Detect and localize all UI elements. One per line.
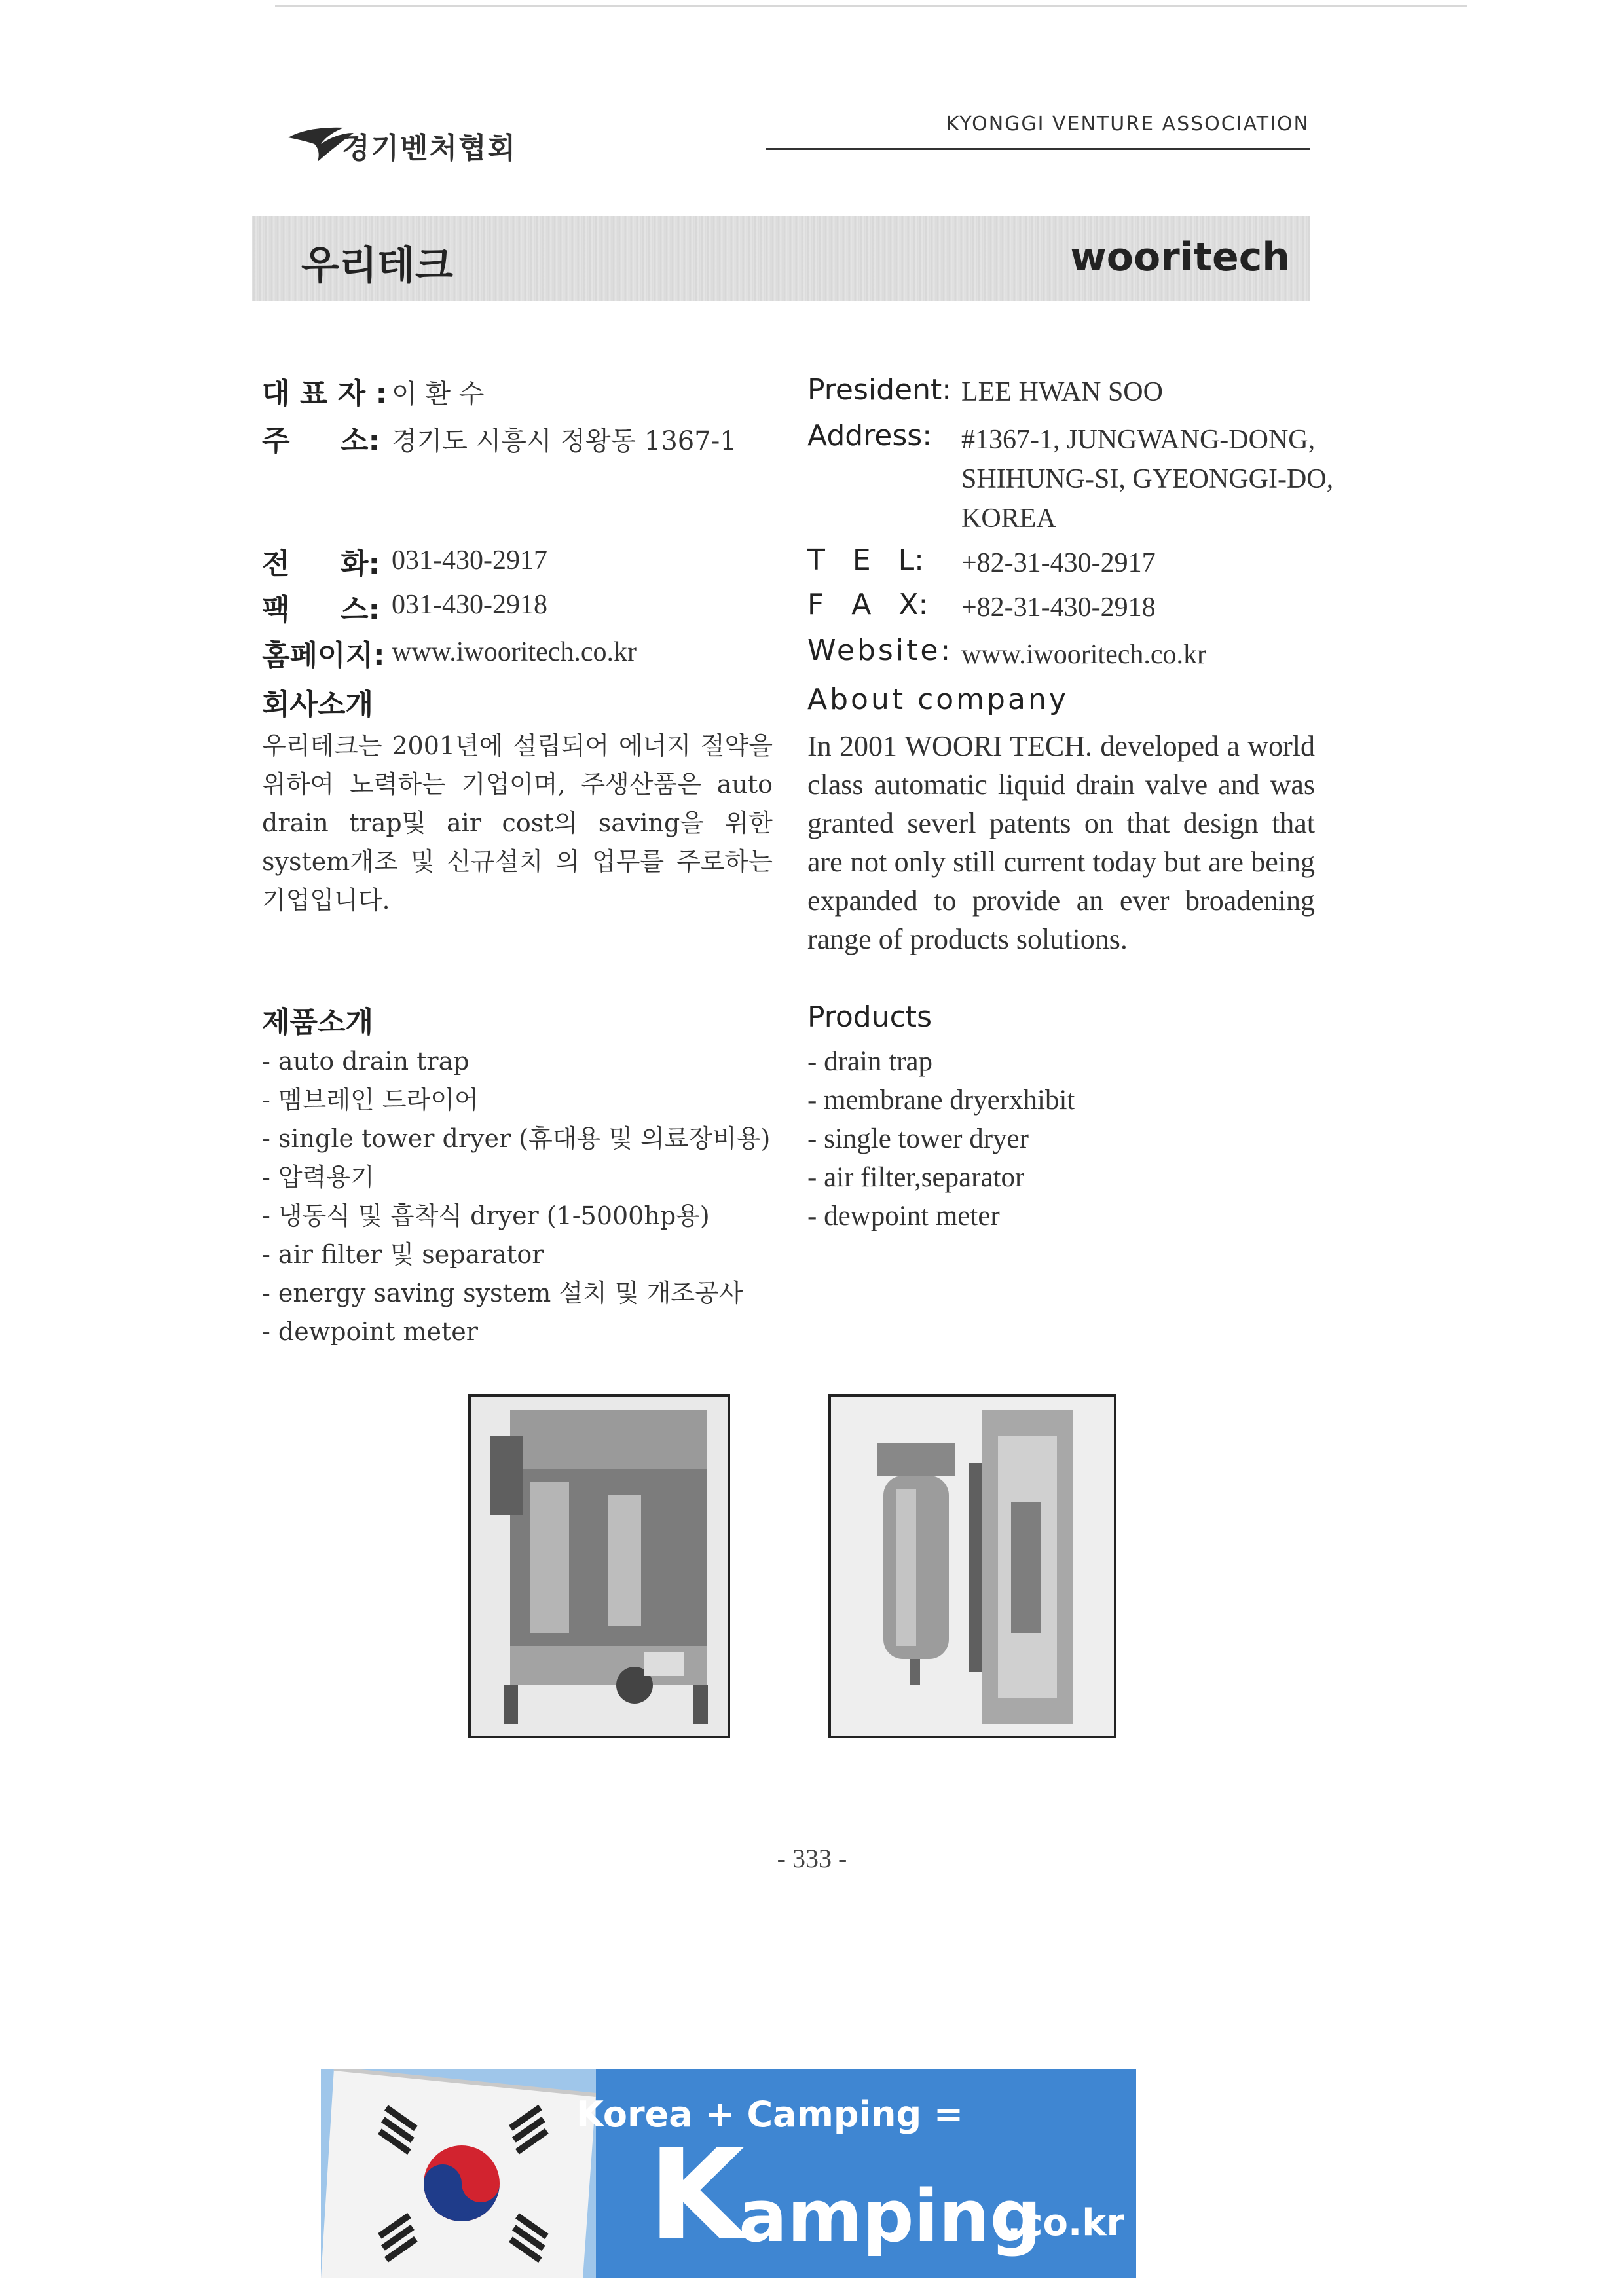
products-heading-en: Products [807,1000,932,1034]
list-item: - single tower dryer (휴대용 및 의료장비용) [262,1120,786,1158]
list-item: - single tower dryer [807,1120,1305,1158]
president-value-en: LEE HWAN SOO [961,377,1163,407]
address-label-ko-a: 주 [262,424,290,458]
logo-text: 경기벤처협회 [342,132,517,165]
tel-label-ko-a: 전 [262,547,290,581]
president-label-en: President: [807,373,952,407]
president-value-ko: 이 환 수 [392,379,485,409]
address-line2-en: SHIHUNG-SI, GYEONGGI-DO, [961,464,1334,494]
president-label-ko: 대 표 자 : [262,377,388,410]
list-item: - auto drain trap [262,1042,786,1081]
list-item: - drain trap [807,1042,1305,1081]
about-body-en: In 2001 WOORI TECH. developed a world class automatic liquid drain valve and was granted severl patents on that design that are not only still current today but are being expanded to provide an ever broadening range of products solutions. [807,730,1315,955]
tel-label-en: T E L: [807,543,924,577]
products-list-en [807,1042,1305,1235]
list-item: - dewpoint meter [262,1313,786,1351]
drain-trap-illustration-icon [471,1397,728,1736]
list-item: - 멤브레인 드라이어 [262,1081,786,1120]
header-rule [766,148,1310,150]
product-photo-air-filter [828,1394,1116,1738]
tel-value-en: +82-31-430-2917 [961,548,1156,578]
list-item: - energy saving system 설치 및 개조공사 [262,1274,786,1313]
address-value-ko: 경기도 시흥시 정왕동 1367-1 [392,426,737,456]
list-item: - air filter,separator [807,1158,1305,1197]
top-rule [275,5,1467,7]
fax-value-ko: 031-430-2918 [392,590,547,620]
list-item: - 압력용기 [262,1158,786,1197]
list-item: - membrane dryerxhibit [807,1081,1305,1120]
korean-flag-icon [321,2069,596,2278]
list-item: - 냉동식 및 흡착식 dryer (1-5000hp용) [262,1197,786,1235]
website-value-en[interactable]: www.iwooritech.co.kr [961,640,1207,670]
company-title-korean: 우리테크 [301,243,453,289]
address-label-en: Address: [807,419,932,452]
address-line1-en: #1367-1, JUNGWANG-DONG, [961,425,1316,455]
website-label-en: Website: [807,634,953,667]
company-title-english: wooritech [1070,234,1290,280]
address-label-ko-b: 소: [341,424,380,458]
banner-amping-text: amping [739,2174,1042,2258]
banner-tagline: Korea + Camping = [576,2094,964,2135]
banner-k-letter: K [648,2123,745,2267]
fax-label-en: F A X: [807,588,929,621]
page-number: - 333 - [777,1844,847,1873]
tel-value-ko: 031-430-2917 [392,545,547,575]
address-line3-en: KOREA [961,503,1056,534]
banner-domain-suffix: .co.kr [1007,2202,1125,2244]
fax-label-ko-a: 팩 [262,593,290,627]
fax-label-ko-b: 스: [341,593,380,627]
homepage-value-ko[interactable]: www.iwooritech.co.kr [392,637,637,667]
list-item: - air filter 및 separator [262,1235,786,1274]
products-list-ko [262,1042,786,1351]
association-name: KYONGGI VENTURE ASSOCIATION [946,113,1310,136]
homepage-label-ko: 홈페이지: [262,639,385,672]
about-heading-en: About company [807,683,1069,716]
about-body-ko: 우리테크는 2001년에 설립되어 에너지 절약을 위하여 노력하는 기업이며, 주생산품은 auto drain trap및 air cost의 saving을 위한 system개조 및 신규설치 의 업무를 주로하는 기업입니다. [262,731,773,915]
air-filter-illustration-icon [831,1397,1114,1736]
about-heading-ko: 회사소개 [262,688,374,721]
fax-value-en: +82-31-430-2918 [961,592,1156,623]
list-item: - dewpoint meter [807,1197,1305,1235]
tel-label-ko-b: 화: [341,547,380,581]
product-photo-drain-trap [468,1394,730,1738]
products-heading-ko: 제품소개 [262,1006,374,1039]
